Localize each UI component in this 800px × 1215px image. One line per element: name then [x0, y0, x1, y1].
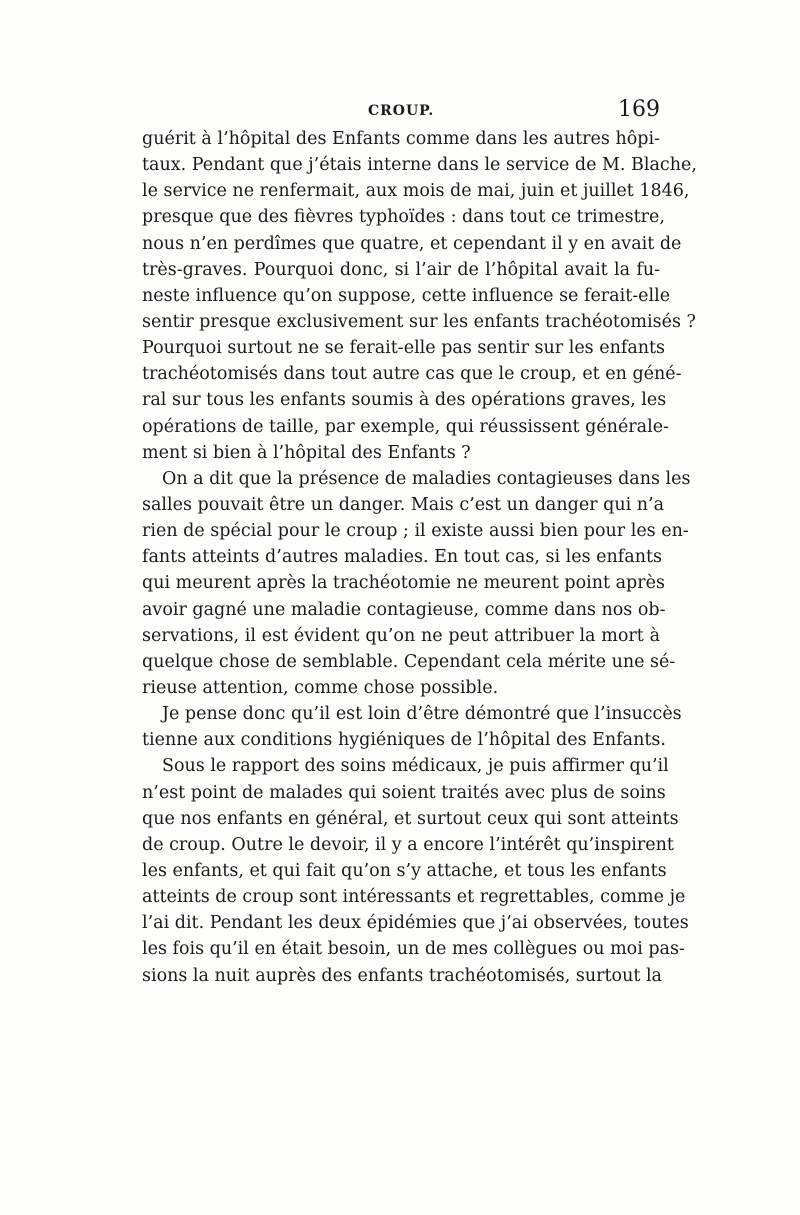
text-line: Je pense donc qu’il est loin d’être démontré que l’insuccès	[162, 704, 682, 725]
text-line: les enfants, et qui fait qu’on s’y attache, et tous les enfants	[142, 860, 667, 881]
text-line: sentir presque exclusivement sur les enfants trachéotomisés ?	[142, 311, 696, 332]
text-line: atteints de croup sont intéressants et regrettables, comme je	[142, 887, 686, 908]
text-line: très-graves. Pourquoi donc, si l’air de l’hôpital avait la fu-	[142, 259, 660, 280]
text-line: guérit à l’hôpital des Enfants comme dans les autres hôpi-	[142, 129, 660, 149]
text-line: de croup. Outre le devoir, il y a encore l’intérêt qu’inspirent	[142, 834, 674, 855]
text-line: Sous le rapport des soins médicaux, je puis affirmer qu’il	[162, 756, 669, 777]
text-line: presque que des fièvres typhoïdes : dans tout ce trimestre,	[142, 207, 665, 228]
text-line: On a dit que la présence de maladies contagieuses dans les	[162, 468, 691, 489]
text-line: que nos enfants en général, et surtout ceux qui sont atteints	[142, 808, 679, 829]
text-line: sions la nuit auprès des enfants trachéotomisés, surtout la	[142, 965, 662, 986]
text-line: qui meurent après la trachéotomie ne meurent point après	[142, 573, 665, 594]
text-line: tienne aux conditions hygiéniques de l’hôpital des Enfants.	[142, 730, 666, 751]
page-number: 169	[618, 97, 660, 122]
page-header	[140, 97, 660, 123]
text-line: neste influence qu’on suppose, cette influence se ferait-elle	[142, 285, 671, 306]
text-line: opérations de taille, par exemple, qui réussissent générale-	[142, 416, 669, 437]
running-title: CROUP.	[368, 103, 435, 119]
text-line: Pourquoi surtout ne se ferait-elle pas sentir sur les enfants	[142, 338, 666, 359]
text-line: l’ai dit. Pendant les deux épidémies que j’ai observées, toutes	[142, 913, 689, 934]
text-line: salles pouvait être un danger. Mais c’est un danger qui n’a	[142, 494, 665, 515]
text-line: n’est point de malades qui soient traités avec plus de soins	[142, 782, 666, 803]
text-line: quelque chose de semblable. Cependant cela mérite une sé-	[142, 651, 676, 672]
text-line: trachéotomisés dans tout autre cas que le croup, et en géné-	[142, 364, 682, 385]
text-line: taux. Pendant que j’étais interne dans le service de M. Blache,	[142, 155, 697, 176]
text-line: ment si bien à l’hôpital des Enfants ?	[142, 442, 471, 463]
text-line: fants atteints d’autres maladies. En tout cas, si les enfants	[142, 547, 662, 568]
text-line: avoir gagné une maladie contagieuse, comme dans nos ob-	[142, 599, 666, 620]
body-text	[142, 126, 697, 989]
text-line: ral sur tous les enfants soumis à des opérations graves, les	[142, 390, 667, 411]
text-line: le service ne renfermait, aux mois de mai, juin et juillet 1846,	[142, 181, 690, 202]
text-line: les fois qu’il en était besoin, un de mes collègues ou moi pas-	[142, 939, 685, 960]
text-line: rieuse attention, comme chose possible.	[142, 677, 499, 698]
text-line: nous n’en perdîmes que quatre, et cependant il y en avait de	[142, 233, 682, 254]
text-line: rien de spécial pour le croup ; il existe aussi bien pour les en-	[142, 521, 689, 542]
text-line: servations, il est évident qu’on ne peut attribuer la mort à	[142, 625, 660, 646]
